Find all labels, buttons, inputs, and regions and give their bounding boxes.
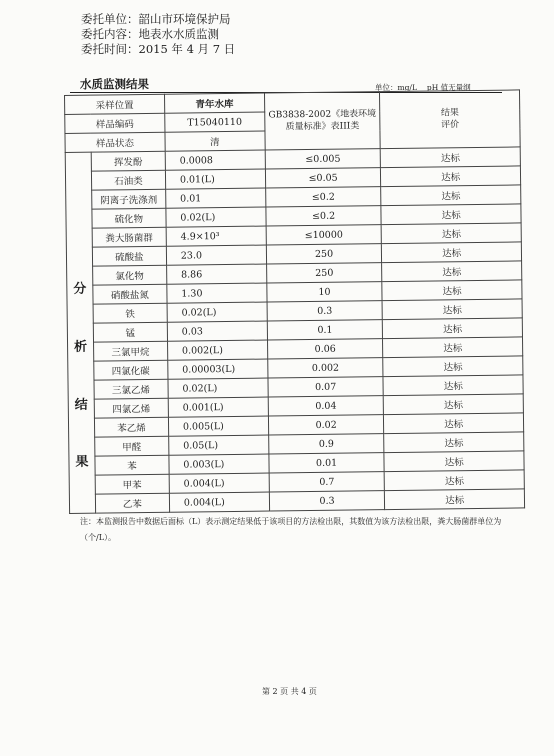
- evaluation-result: 达标: [381, 166, 521, 187]
- standard-limit: 0.1: [267, 320, 383, 340]
- unit-text: 单位：mg/L: [375, 83, 417, 92]
- measured-value: 0.005(L): [168, 416, 268, 436]
- measured-value: 4.9×10³: [166, 226, 266, 246]
- item-name: 粪大肠菌群: [92, 227, 166, 247]
- measured-value: 23.0: [166, 245, 266, 265]
- content-label: 委托内容：: [81, 27, 139, 41]
- evaluation-result: 达标: [381, 204, 521, 225]
- evaluation-result: 达标: [382, 242, 522, 263]
- evaluation-result: 达标: [383, 375, 523, 396]
- item-name: 甲醛: [95, 436, 169, 456]
- evaluation-result: 达标: [385, 489, 525, 510]
- standard-limit: ≤0.2: [265, 187, 381, 207]
- content-line: [81, 27, 235, 42]
- standard-limit: ≤10000: [266, 225, 382, 245]
- item-name: 硝酸盐氮: [93, 284, 167, 304]
- evaluation-result: 达标: [382, 299, 522, 320]
- measured-value: 0.001(L): [168, 397, 268, 417]
- item-name: 阴离子洗涤剂: [92, 189, 166, 209]
- page-number: 第 2 页 共 4 页: [262, 687, 317, 696]
- standard-limit: 0.01: [269, 453, 385, 473]
- measured-value: 0.05(L): [169, 435, 269, 455]
- ph-note: pH 值无量纲: [426, 83, 471, 92]
- standard-limit: 0.07: [268, 377, 384, 397]
- item-name: 硫化物: [92, 208, 166, 228]
- standard-limit: 0.06: [267, 339, 383, 359]
- measured-value: 8.86: [166, 264, 266, 284]
- report-header: [81, 12, 235, 57]
- client-unit-label: 委托单位：: [81, 12, 139, 26]
- standard-limit: 0.002: [267, 358, 383, 378]
- standard-limit: 0.9: [268, 434, 384, 454]
- evaluation-result: 达标: [383, 356, 523, 377]
- analysis-results-stack: [69, 153, 92, 497]
- results-table: [64, 89, 525, 514]
- item-name: 三氯甲烷: [93, 341, 167, 361]
- item-name: 三氯乙烯: [94, 379, 168, 399]
- measured-value: 0.02(L): [167, 302, 267, 322]
- item-name: 四氯乙烯: [94, 398, 168, 418]
- standard-limit: 0.3: [267, 301, 383, 321]
- standard-header: [264, 92, 380, 150]
- sample-status-value: 清: [165, 131, 265, 151]
- standard-limit: ≤0.05: [265, 168, 381, 188]
- sample-status-label: 样品状态: [65, 132, 165, 152]
- standard-limit: 10: [267, 282, 383, 302]
- evaluation-result: 达标: [385, 470, 525, 491]
- evaluation-result: 达标: [384, 394, 524, 415]
- evaluation-result: 达标: [382, 223, 522, 244]
- item-name: 苯: [95, 455, 169, 475]
- item-name: 乙苯: [95, 493, 169, 513]
- evaluation-result: 达标: [382, 280, 522, 301]
- evaluation-result: 达标: [383, 318, 523, 339]
- item-name: 硫酸盐: [92, 246, 166, 266]
- measured-value: 0.01(L): [165, 169, 265, 189]
- evaluation-result: 达标: [383, 337, 523, 358]
- content-value: 地表水水质监测: [138, 27, 219, 41]
- section-title: 水质监测结果: [80, 77, 149, 91]
- measured-value: 0.004(L): [169, 473, 269, 493]
- location-row: [65, 90, 520, 115]
- standard-limit: 0.02: [268, 415, 384, 435]
- item-name: 苯乙烯: [94, 417, 168, 437]
- result-header: [380, 90, 520, 149]
- standard-limit: 250: [266, 263, 382, 283]
- side-char: 分: [73, 281, 87, 297]
- sampling-location-value: 青年水库: [164, 93, 264, 113]
- item-name: 氯化物: [92, 265, 166, 285]
- client-unit: 韶山市环境保护局: [138, 12, 231, 26]
- evaluation-result: 达标: [381, 185, 521, 206]
- side-char: 结: [74, 397, 88, 413]
- measured-value: 0.03: [167, 321, 267, 341]
- item-name: 锰: [93, 322, 167, 342]
- item-name: 石油类: [91, 170, 165, 190]
- standard-limit: 0.3: [269, 491, 385, 511]
- standard-limit: 250: [266, 244, 382, 264]
- evaluation-result: 达标: [382, 261, 522, 282]
- measured-value: 0.02(L): [168, 378, 268, 398]
- measured-value: 0.01: [166, 188, 266, 208]
- date-line: [81, 42, 235, 57]
- sample-code-label: 样品编码: [65, 113, 165, 133]
- evaluation-result: 达标: [381, 147, 521, 168]
- measured-value: 0.02(L): [166, 207, 266, 227]
- standard-limit: 0.04: [268, 396, 384, 416]
- result-header-text: 结果评价: [440, 108, 460, 131]
- measured-value: 1.30: [167, 283, 267, 303]
- sample-code-value: T15040110: [165, 112, 265, 132]
- item-name: 铁: [93, 303, 167, 323]
- client-unit-line: [81, 12, 235, 27]
- standard-limit: 0.7: [269, 472, 385, 492]
- item-name: 甲苯: [95, 474, 169, 494]
- standard-header-text: GB3838-2002《地表环境质量标准》表III类: [268, 109, 377, 133]
- sampling-location-label: 采样位置: [65, 94, 165, 114]
- item-name: 挥发酚: [91, 151, 165, 171]
- measured-value: 0.003(L): [169, 454, 269, 474]
- measured-value: 0.0008: [165, 150, 265, 170]
- date-label: 委托时间：: [81, 42, 139, 56]
- standard-limit: ≤0.005: [265, 149, 381, 169]
- measured-value: 0.004(L): [169, 492, 269, 512]
- measured-value: 0.00003(L): [168, 359, 268, 379]
- evaluation-result: 达标: [384, 451, 524, 472]
- side-char: 果: [75, 454, 89, 470]
- evaluation-result: 达标: [384, 432, 524, 453]
- item-name: 四氯化碳: [94, 360, 168, 380]
- side-char: 析: [73, 339, 88, 355]
- footnote: 注：本监测报告中数据后面标（L）表示测定结果低于该项目的方法检出限，其数值为该方法检出限，粪大肠菌群单位为（个/L）。: [80, 517, 502, 542]
- standard-limit: ≤0.2: [266, 206, 382, 226]
- evaluation-result: 达标: [384, 413, 524, 434]
- date-value: 2015 年 4 月 7 日: [138, 42, 236, 56]
- measured-value: 0.002(L): [167, 340, 267, 360]
